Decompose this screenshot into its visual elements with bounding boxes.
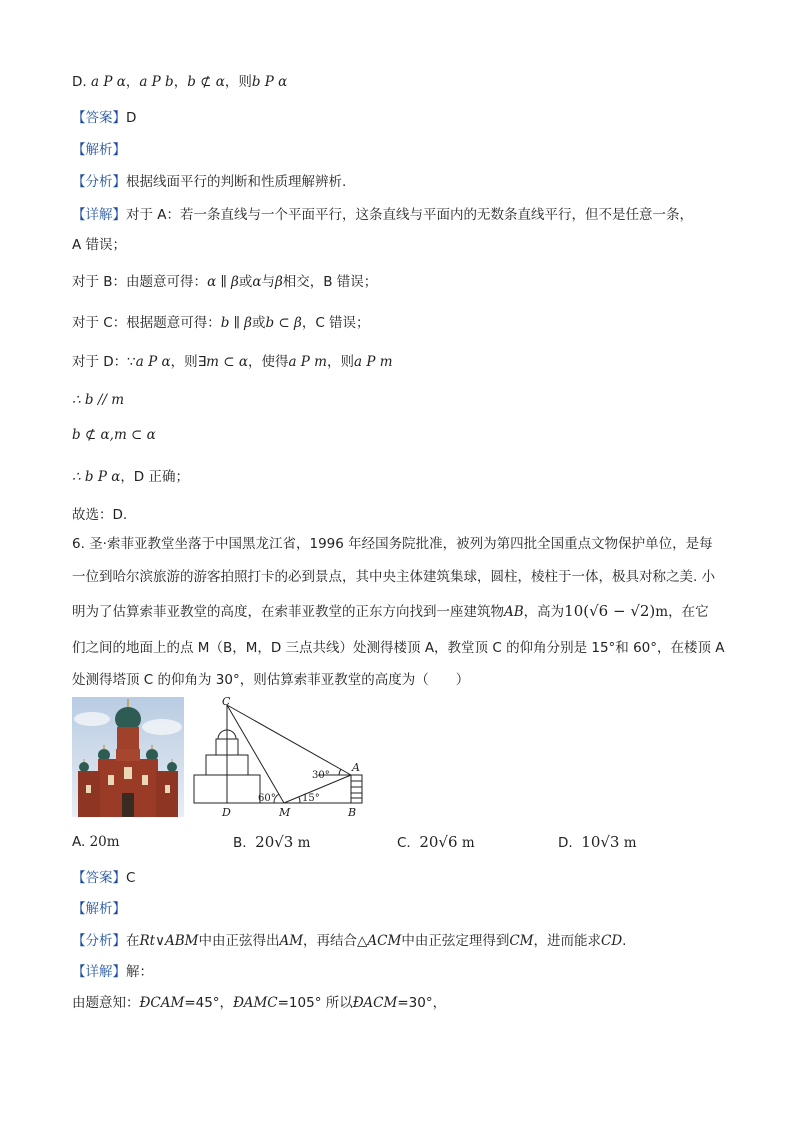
separator: ， — [125, 74, 140, 90]
therefore-line-2 — [72, 467, 189, 487]
fenxi-tag: 【分析】 — [72, 933, 126, 949]
text: 在 — [126, 933, 140, 949]
math-expression: m ⊂ α — [206, 354, 248, 370]
text: =45°， — [184, 995, 234, 1011]
question6-line4: 们之间的地面上的点 M（B，M，D 三点共线）处测得楼顶 A，教堂顶 C 的仰角分别是 15°和 60°，在楼顶 A — [72, 640, 725, 656]
angle-arc-30 — [339, 769, 341, 775]
option-d[interactable] — [558, 832, 637, 853]
separator: ，则 — [224, 74, 252, 90]
text: 相交，B 错误； — [282, 274, 378, 290]
case-d — [72, 352, 393, 372]
answer-value: D — [126, 110, 137, 126]
fenxi6 — [72, 931, 626, 951]
unit: m — [655, 604, 669, 620]
xiangjie-tag: 【详解】 — [72, 207, 126, 223]
label-d: D — [222, 806, 231, 819]
label-angle-15: 15° — [302, 793, 320, 804]
cathedral-photo — [72, 697, 184, 817]
last-line — [72, 993, 446, 1013]
label-angle-60: 60° — [258, 793, 276, 804]
text: 对于 C：根据题意可得： — [72, 315, 221, 331]
math-expression: △ACM — [357, 933, 402, 949]
xiangjie-line2: A 错误； — [72, 237, 127, 253]
option-label: A. — [72, 834, 86, 850]
question-text: 圣·索菲亚教堂坐落于中国黑龙江省，1996 年经国务院批准，被列为第四批全国重点文物保护单位，是每 — [89, 536, 713, 552]
math-expression: b ⊄ α — [187, 74, 225, 90]
answer-tag: 【答案】 — [72, 110, 126, 126]
prev-option-d — [72, 72, 287, 92]
math-expression: 10(√6 − √2) — [564, 602, 656, 620]
text: ，再结合 — [303, 933, 358, 949]
case-b — [72, 272, 377, 292]
math-expression: AB — [504, 604, 524, 620]
math-expression: Rt∨ABM — [139, 933, 199, 949]
text: 中由正弦得出 — [198, 933, 280, 949]
math-expression: b P α — [251, 74, 288, 90]
unit: m — [461, 835, 475, 851]
text: 或 — [251, 315, 266, 331]
option-label: D. — [72, 74, 87, 90]
text: 或 — [238, 274, 253, 290]
label-b: B — [348, 806, 357, 819]
option-label: D. — [558, 835, 573, 851]
fenxi-tag: 【分析】 — [72, 174, 126, 190]
text: 中由正弦定理得到 — [401, 933, 510, 949]
math-expression: b ∥ β — [220, 315, 252, 331]
text: 与 — [261, 274, 275, 290]
answer-prev — [72, 108, 136, 128]
math-expression: CM — [509, 933, 534, 949]
question-text: ，高为 — [523, 604, 565, 620]
math-expression: ÐCAM — [139, 995, 185, 1011]
text: ，C 错误； — [301, 315, 370, 331]
label-a: A — [352, 761, 360, 774]
option-b[interactable] — [233, 832, 310, 853]
question-text: ，在它 — [668, 604, 709, 620]
case-c — [72, 313, 370, 333]
choose-line: 故选：D. — [72, 507, 128, 523]
therefore-line: ∴ b // m — [72, 392, 125, 408]
option-c[interactable] — [397, 832, 475, 853]
text: ，使得 — [247, 354, 289, 370]
option-label: B. — [233, 835, 247, 851]
unit: m — [623, 835, 637, 851]
math-expression: a P m — [288, 354, 327, 370]
answer-value: C — [126, 870, 136, 886]
option-label: C. — [397, 835, 411, 851]
analysis6-label: 【解析】 — [72, 901, 126, 917]
option-value: 10√3 — [581, 833, 620, 851]
text: ，进而能求 — [533, 933, 601, 949]
math-expression: β — [274, 274, 283, 290]
option-value: 20√6 — [419, 833, 458, 851]
xiangjie-text: 对于 A：若一条直线与一个平面平行，这条直线与平面内的无数条直线平行，但不是任意一条， — [126, 207, 694, 223]
building-ab — [351, 775, 362, 803]
math-expression: ∴ b P α — [72, 469, 121, 485]
question6-line3 — [72, 601, 709, 622]
math-expression: α — [252, 274, 262, 290]
xiangjie6 — [72, 962, 153, 982]
question6-line5: 处测得塔顶 C 的仰角为 30°，则估算索菲亚教堂的高度为（ ） — [72, 672, 470, 688]
text: ，则 — [327, 354, 354, 370]
math-expression: a P α — [90, 74, 126, 90]
separator: ， — [173, 74, 188, 90]
question6-line2: 一位到哈尔滨旅游的游客拍照打卡的必到景点，其中央主体建筑集球，圆柱，棱柱于一体，极具对称之美. 小 — [72, 569, 716, 585]
text: 对于 D：∵ — [72, 354, 136, 370]
option-a[interactable] — [72, 832, 120, 852]
answer6 — [72, 868, 135, 888]
label-c: C — [222, 697, 231, 708]
xiangjie-tag: 【详解】 — [72, 964, 126, 980]
question-number: 6. — [72, 536, 85, 552]
math-expression: ÐACM — [352, 995, 398, 1011]
xiangjie-line1 — [72, 205, 693, 225]
math-expression: a P α — [135, 354, 171, 370]
fenxi-prev — [72, 172, 346, 192]
text: =105° — [277, 995, 322, 1011]
math-expression: a P m — [354, 354, 393, 370]
text: =30°， — [397, 995, 447, 1011]
math-expression: b ⊂ β — [265, 315, 302, 331]
geometry-figure — [188, 697, 368, 821]
xiangjie-text: 解： — [126, 964, 153, 980]
angle-arc-15 — [299, 797, 300, 803]
answer-tag: 【答案】 — [72, 870, 126, 886]
analysis-label: 【解析】 — [72, 142, 126, 158]
option-value: 20m — [89, 834, 120, 850]
line-cm — [227, 705, 284, 803]
question6-line1 — [72, 534, 713, 554]
option-value: 20√3 — [255, 833, 294, 851]
fenxi-text: 根据线面平行的判断和性质理解辨析. — [126, 174, 347, 190]
math-expression: CD — [601, 933, 623, 949]
math-expression: AM — [279, 933, 304, 949]
text: ，D 正确； — [120, 469, 189, 485]
math-expression: ÐAMC — [233, 995, 278, 1011]
text: 对于 B：由题意可得： — [72, 274, 208, 290]
text: 所以 — [321, 995, 353, 1011]
text: . — [622, 933, 627, 949]
math-expression: a P b — [139, 74, 174, 90]
text: 由题意知： — [72, 995, 140, 1011]
question-text: 明为了估算索菲亚教堂的高度，在索菲亚教堂的正东方向找到一座建筑物 — [72, 604, 504, 620]
condition-line: b ⊄ α,m ⊂ α — [72, 427, 156, 443]
text: ，则∃ — [170, 354, 207, 370]
unit: m — [297, 835, 311, 851]
line-ca — [227, 705, 351, 775]
label-m: M — [279, 806, 291, 819]
label-angle-30: 30° — [312, 770, 330, 781]
math-expression: α ∥ β — [207, 274, 239, 290]
